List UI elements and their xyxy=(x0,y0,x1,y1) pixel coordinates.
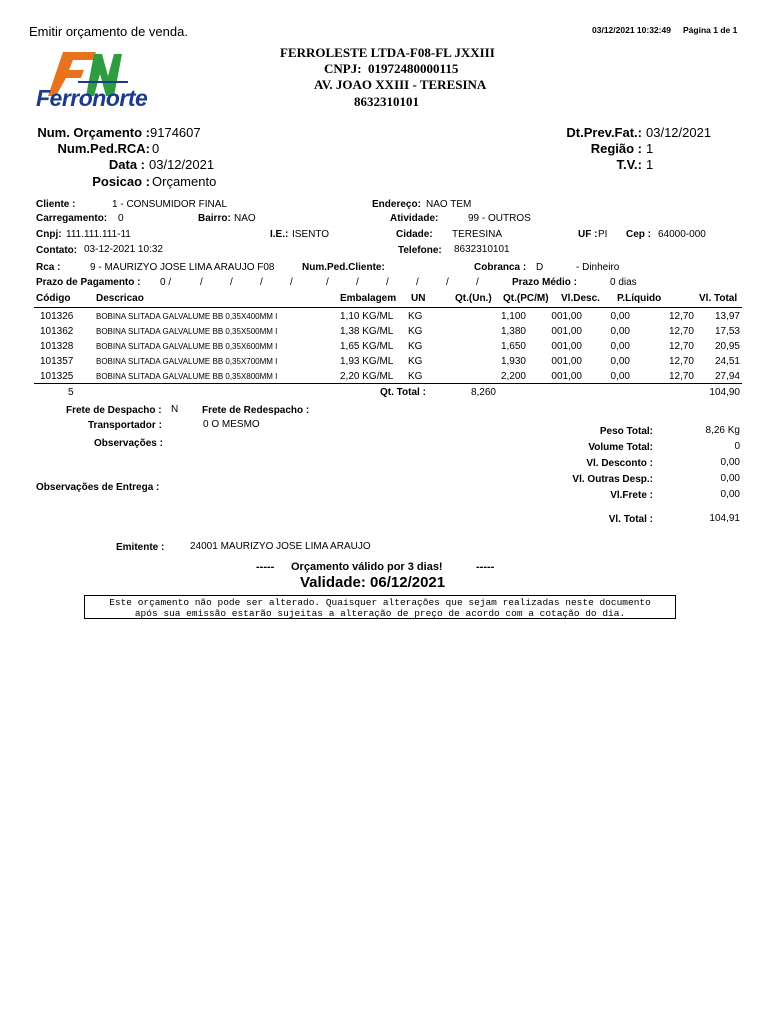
total: 104,91 xyxy=(709,513,740,524)
prazo-slash: / xyxy=(200,277,203,288)
total-label: Vl. Total : xyxy=(608,514,653,525)
col-descricao: Descricao xyxy=(96,293,144,304)
cell-pliquido: 12,70 xyxy=(668,326,694,337)
quote-date: 03/12/2021 xyxy=(149,157,215,172)
grand-total: 104,90 xyxy=(709,387,740,398)
numpedcliente-label: Num.Ped.Cliente: xyxy=(302,262,385,273)
frete-redespacho-label: Frete de Redespacho : xyxy=(202,405,310,416)
col-codigo: Código xyxy=(36,293,71,304)
cell-vltotal: 24,51 xyxy=(714,356,740,367)
company-cnpj-label: CNPJ: xyxy=(324,61,362,76)
col-pliquido: P.Líquido xyxy=(617,293,662,304)
table-row xyxy=(34,339,742,354)
rca: 9 - MAURIZYO JOSE LIMA ARAUJO F08 xyxy=(90,262,275,273)
cell-codigo: 101328 xyxy=(40,341,74,352)
posicao: Orçamento xyxy=(152,174,217,189)
regiao: 1 xyxy=(646,141,654,156)
desconto-label: Vl. Desconto : xyxy=(586,458,653,469)
col-un: UN xyxy=(411,293,426,304)
cell-codigo: 101326 xyxy=(40,311,74,322)
col-vldesc: Vl.Desc. xyxy=(561,293,600,304)
qt-total-label: Qt. Total : xyxy=(380,387,426,398)
company-phone: 8632310101 xyxy=(354,94,419,109)
atividade: 99 - OUTROS xyxy=(468,213,531,224)
disclaimer-line-2: após sua emissão estarão sujeitas a alteração de preço de acordo com a cotação do dia. xyxy=(134,608,626,619)
cell-un: KG xyxy=(408,341,423,352)
dtprev-label: Dt.Prev.Fat.: xyxy=(566,125,642,140)
prazo-slash: / xyxy=(476,277,479,288)
cell-codigo: 101357 xyxy=(40,356,74,367)
frete-despacho-label: Frete de Despacho : xyxy=(66,405,162,416)
prazo-slash: / xyxy=(290,277,293,288)
company-name: FERROLESTE LTDA-F08-FL JXXIII xyxy=(280,45,495,60)
cnpj: 111.111.111-11 xyxy=(66,229,131,240)
cnpj-label: Cnpj: xyxy=(36,229,62,240)
page-number: Página 1 de 1 xyxy=(683,25,738,35)
qt-total: 8,260 xyxy=(470,387,496,398)
table-row xyxy=(34,324,742,339)
print-timestamp: 03/12/2021 10:32:49 xyxy=(592,25,671,35)
posicao-label: Posicao : xyxy=(92,174,150,189)
data-label: Data : xyxy=(108,157,145,172)
quote-num-label: Num. Orçamento : xyxy=(37,125,150,140)
cell-vltotal: 27,94 xyxy=(714,371,740,382)
cell-codigo: 101325 xyxy=(40,371,74,382)
cell-embalagem: 1,65 KG/ML xyxy=(340,341,394,352)
item-count: 5 xyxy=(68,387,74,398)
company-address: AV. JOAO XXIII - TERESINA xyxy=(314,77,487,92)
cell-descricao: BOBINA SLITADA GALVALUME BB 0,35X700MM I xyxy=(96,357,278,366)
frete-label: Vl.Frete : xyxy=(610,490,653,501)
volume: 0 xyxy=(734,441,740,452)
contato: 03-12-2021 10:32 xyxy=(84,244,163,255)
ped-rca: 0 xyxy=(152,141,160,156)
emitente: 24001 MAURIZYO JOSE LIMA ARAUJO xyxy=(190,541,371,552)
cell-embalagem: 1,10 KG/ML xyxy=(340,311,394,322)
table-row xyxy=(34,369,742,384)
cell-descricao: BOBINA SLITADA GALVALUME BB 0,35X600MM I xyxy=(96,342,278,351)
peso: 8,26 Kg xyxy=(705,425,740,436)
carregamento-label: Carregamento: xyxy=(36,213,108,224)
cell-un: KG xyxy=(408,326,423,337)
cell-descricao: BOBINA SLITADA GALVALUME BB 0,35X400MM I xyxy=(96,312,278,321)
prazo-label: Prazo de Pagamento : xyxy=(36,277,141,288)
col-embalagem: Embalagem xyxy=(340,293,397,304)
cell-vldesc: 0,00 xyxy=(610,371,630,382)
cell-embalagem: 1,38 KG/ML xyxy=(340,326,394,337)
cell-un: KG xyxy=(408,371,423,382)
prazo-slash: / xyxy=(260,277,263,288)
cell-qtun: 1,380 xyxy=(500,326,526,337)
company-cnpj xyxy=(324,61,458,77)
transportador-label: Transportador : xyxy=(88,420,162,431)
disclaimer-line-1: Este orçamento não pode ser alterado. Quaisquer alterações que sejam realizadas neste documento xyxy=(109,597,651,608)
cell-descricao: BOBINA SLITADA GALVALUME BB 0,35X800MM I xyxy=(96,372,278,381)
table-row xyxy=(34,309,742,324)
cliente: 1 - CONSUMIDOR FINAL xyxy=(112,199,228,210)
cidade: TERESINA xyxy=(452,229,503,240)
ie-label: I.E.: xyxy=(270,229,289,240)
cell-vldesc: 0,00 xyxy=(610,311,630,322)
prazo-slash: / xyxy=(230,277,233,288)
cell-qtpc: 001,00 xyxy=(551,356,582,367)
cell-qtpc: 001,00 xyxy=(551,341,582,352)
cobranca-label: Cobranca : xyxy=(474,262,527,273)
endereco-label: Endereço: xyxy=(372,199,421,210)
cell-un: KG xyxy=(408,311,423,322)
carregamento: 0 xyxy=(118,213,124,224)
emitente-label: Emitente : xyxy=(116,542,165,553)
cell-vltotal: 20,95 xyxy=(714,341,740,352)
table-footer-divider xyxy=(34,383,742,384)
validity-text: Orçamento válido por 3 dias! xyxy=(291,561,443,573)
cobranca: D xyxy=(536,262,544,273)
cell-pliquido: 12,70 xyxy=(668,311,694,322)
cell-pliquido: 12,70 xyxy=(668,341,694,352)
dtprev: 03/12/2021 xyxy=(646,125,712,140)
rca-label: Rca : xyxy=(36,262,61,273)
prazo-medio: 0 dias xyxy=(610,277,637,288)
cell-pliquido: 12,70 xyxy=(668,356,694,367)
company-logo xyxy=(36,48,156,112)
outras: 0,00 xyxy=(720,473,740,484)
cell-vldesc: 0,00 xyxy=(610,326,630,337)
validade: Validade: 06/12/2021 xyxy=(300,574,446,591)
cell-qtpc: 001,00 xyxy=(551,371,582,382)
cell-vltotal: 17,53 xyxy=(714,326,740,337)
window-title: Emitir orçamento de venda. xyxy=(29,24,188,39)
cep-label: Cep : xyxy=(626,229,651,240)
tv: 1 xyxy=(646,157,654,172)
uf: PI xyxy=(598,229,608,240)
cell-qtpc: 001,00 xyxy=(551,326,582,337)
cep: 64000-000 xyxy=(658,229,706,240)
contato-label: Contato: xyxy=(36,245,78,256)
cell-qtpc: 001,00 xyxy=(551,311,582,322)
regiao-label: Região : xyxy=(590,141,642,156)
prazo-slash: / xyxy=(416,277,419,288)
table-header-divider xyxy=(34,307,742,308)
validity-dashes-left: ----- xyxy=(256,561,275,573)
quote-num: 9174607 xyxy=(150,125,201,140)
validity-dashes-right: ----- xyxy=(476,561,495,573)
disclaimer-box xyxy=(84,595,676,619)
cell-qtun: 1,100 xyxy=(500,311,526,322)
cell-qtun: 1,650 xyxy=(500,341,526,352)
cell-vltotal: 13,97 xyxy=(714,311,740,322)
cell-un: KG xyxy=(408,356,423,367)
observacoes-label: Observações : xyxy=(94,438,163,449)
transportador: 0 O MESMO xyxy=(203,419,260,430)
prazo-slash: / xyxy=(386,277,389,288)
volume-label: Volume Total: xyxy=(588,442,653,453)
company-cnpj-value: 01972480000115 xyxy=(368,61,459,76)
cell-vldesc: 0,00 xyxy=(610,341,630,352)
cell-qtun: 2,200 xyxy=(500,371,526,382)
prazo-first: 0 / xyxy=(160,277,172,288)
bairro-label: Bairro: xyxy=(198,213,231,224)
prazo-slash: / xyxy=(446,277,449,288)
peso-label: Peso Total: xyxy=(599,426,653,437)
endereco: NAO TEM xyxy=(426,199,472,210)
tv-label: T.V.: xyxy=(616,157,642,172)
prazo-slash: / xyxy=(326,277,329,288)
telefone-label: Telefone: xyxy=(398,245,442,256)
obs-entrega-label: Observações de Entrega : xyxy=(36,482,160,493)
cell-vldesc: 0,00 xyxy=(610,356,630,367)
desconto: 0,00 xyxy=(720,457,740,468)
cliente-label: Cliente : xyxy=(36,199,76,210)
cell-descricao: BOBINA SLITADA GALVALUME BB 0,35X500MM I xyxy=(96,327,278,336)
logo-text: Ferronorte xyxy=(36,85,148,111)
cell-embalagem: 1,93 KG/ML xyxy=(340,356,394,367)
cobranca-desc: - Dinheiro xyxy=(576,262,620,273)
bairro: NAO xyxy=(234,213,256,224)
atividade-label: Atividade: xyxy=(390,213,439,224)
items-body xyxy=(34,309,742,384)
cell-codigo: 101362 xyxy=(40,326,74,337)
outras-label: Vl. Outras Desp.: xyxy=(572,474,653,485)
col-vltotal: Vl. Total xyxy=(699,293,738,304)
cell-qtun: 1,930 xyxy=(500,356,526,367)
col-qtpc: Qt.(PC/M) xyxy=(503,293,549,304)
uf-label: UF : xyxy=(578,229,598,240)
col-qtun: Qt.(Un.) xyxy=(455,293,492,304)
cidade-label: Cidade: xyxy=(396,229,433,240)
cell-pliquido: 12,70 xyxy=(668,371,694,382)
ped-rca-label: Num.Ped.RCA: xyxy=(57,141,150,156)
cell-embalagem: 2,20 KG/ML xyxy=(340,371,394,382)
telefone: 8632310101 xyxy=(454,244,510,255)
prazo-medio-label: Prazo Médio : xyxy=(512,277,578,288)
frete-despacho: N xyxy=(171,404,179,415)
ie: ISENTO xyxy=(292,229,330,240)
frete: 0,00 xyxy=(720,489,740,500)
items-table xyxy=(34,309,742,384)
table-row xyxy=(34,354,742,369)
prazo-slash: / xyxy=(356,277,359,288)
